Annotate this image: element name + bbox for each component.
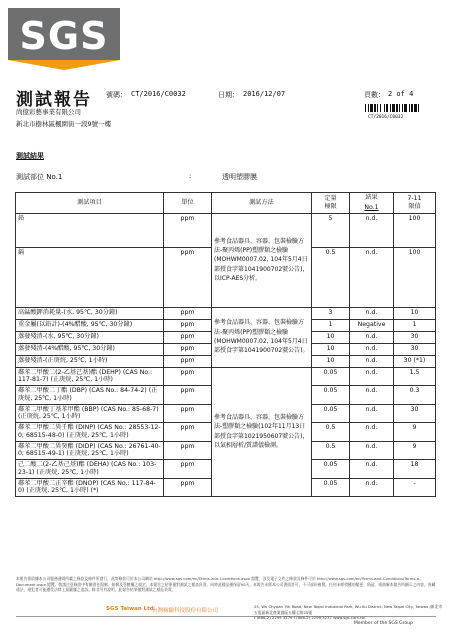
cell-limit: 10 bbox=[394, 307, 436, 319]
client-company: 尚億彩藝事業有限公司 bbox=[16, 108, 81, 116]
table-row bbox=[16, 213, 436, 247]
test-part-value: 透明塑膠膜 bbox=[222, 173, 257, 181]
barcode-bar bbox=[399, 104, 400, 112]
report-date: 2016/12/07 bbox=[243, 90, 286, 98]
header-result: 結果 bbox=[350, 193, 394, 203]
sgs-logo bbox=[8, 8, 120, 72]
cell-result: n.d. bbox=[350, 355, 394, 367]
header-result-no: No.1 bbox=[350, 203, 394, 213]
cell-item: 蒸發殘渣-(水, 95℃, 30分鐘) bbox=[16, 331, 164, 343]
footer-phone-line: t (886-2) 2299 3279 f (886-2) 2299 3237 www.sgs.com.tw bbox=[254, 615, 365, 621]
table-row bbox=[16, 367, 436, 386]
cell-result: n.d. bbox=[350, 343, 394, 355]
cell-limit: 30 bbox=[394, 331, 436, 343]
cell-unit: ppm bbox=[164, 367, 212, 386]
cell-mdl: 0.5 bbox=[312, 423, 350, 442]
header-method: 測試方法 bbox=[212, 193, 312, 214]
cell-item: 鄰苯二甲酸二異壬酯 (DINP) (CAS No.: 28553-12-0; 68515-48-0) (正庚烷, 25℃, 1小時) bbox=[16, 423, 164, 442]
footer-company-en: SGS Taiwan Ltd. bbox=[106, 606, 156, 612]
cell-limit: 100 bbox=[394, 247, 436, 307]
report-no-label: 號碼： bbox=[106, 91, 127, 99]
cell-unit: ppm bbox=[164, 319, 212, 331]
barcode-bar bbox=[390, 104, 391, 112]
cell-limit: 30 bbox=[394, 404, 436, 423]
report-no: CT/2016/C0032 bbox=[131, 90, 186, 98]
barcode-bar bbox=[418, 104, 419, 112]
cell-unit: ppm bbox=[164, 355, 212, 367]
cell-mdl: 0.5 bbox=[312, 247, 350, 307]
cell-unit: ppm bbox=[164, 331, 212, 343]
cell-result: n.d. bbox=[350, 423, 394, 442]
cell-result: n.d. bbox=[350, 460, 394, 479]
cell-limit: 18 bbox=[394, 460, 436, 479]
cell-item: 鉛 bbox=[16, 213, 164, 247]
test-part-colon: : bbox=[189, 172, 192, 180]
cell-result: n.d. bbox=[350, 367, 394, 386]
barcode-bar bbox=[411, 104, 413, 112]
client-address: 新北市樹林區楓園街一段9號一樓 bbox=[16, 120, 112, 128]
cell-item: 蒸發殘渣-(4%醋酸, 95℃, 30分鐘) bbox=[16, 343, 164, 355]
cell-unit: ppm bbox=[164, 441, 212, 460]
barcode-bar bbox=[396, 104, 398, 112]
cell-item: 鄰苯二甲酸二正辛酯 (DNOP) (CAS No.: 117-84-0) (正庚烷, 25℃, 1小時) (*) bbox=[16, 478, 164, 497]
cell-mdl: 10 bbox=[312, 331, 350, 343]
cell-item: 己二酸二(2-乙基己基)酯 (DEHA) (CAS No.: 103-23-1) (正庚烷, 25℃, 1小時) bbox=[16, 460, 164, 479]
cell-method: 參考食品器具、容器、包裝檢驗方法-聚丙烯(PP)塑膠類之檢驗(MOHWM0007.02, 104年5月4日部授食字第1041900702號公告)。 bbox=[212, 307, 312, 367]
header-item: 測試項目 bbox=[16, 193, 164, 214]
barcode-bar bbox=[368, 104, 369, 112]
cell-result: n.d. bbox=[350, 247, 394, 307]
cell-item: 鎘 bbox=[16, 247, 164, 307]
footer-address bbox=[254, 604, 444, 621]
cell-result: n.d. bbox=[350, 386, 394, 405]
page-label: 頁數： bbox=[364, 91, 385, 99]
cell-result: n.d. bbox=[350, 441, 394, 460]
cell-limit: 30 bbox=[394, 343, 436, 355]
cell-limit: 1 bbox=[394, 319, 436, 331]
cell-item: 鄰苯二甲酸丁基苯甲酯 (BBP) (CAS No.: 85-68-7) (正庚烷, 25℃, 1小時) bbox=[16, 404, 164, 423]
cell-result: Negative bbox=[350, 319, 394, 331]
cell-limit: 1.5 bbox=[394, 367, 436, 386]
cell-item: 鄰苯二甲酸二異癸酯 (DIDP) (CAS No.: 26761-40-0; 68515-49-1) (正庚烷, 25℃, 1小時) bbox=[16, 441, 164, 460]
cell-result: n.d. bbox=[350, 213, 394, 247]
report-title: 測試報告 bbox=[16, 90, 92, 110]
cell-unit: ppm bbox=[164, 307, 212, 319]
cell-limit: 9 bbox=[394, 423, 436, 442]
header-limit: 7-11 限值 bbox=[394, 193, 436, 214]
legal-disclaimer: 本報告係依據本公司服務通則所載之條款及條件所發行，此等條款可於本公司網站 http://www.sgs.com/en/Terms-and-Conditions.aspx 閱覽，涉及電子文件之條款及條件可於 http://www.sgs.com/en/Terms-and-Conditions/Terms-e-Document.aspx 閱覽。敬請注意條款中有關責任限制、賠償及管轄權之規定。本報告之結果僅對測試之樣品負責，同時此樣品僅保留90天。本報告未經本公司書面許可，不可部份複製。任何未經授權的變更、偽造、或曲解本報告所顯示之內容，皆屬違法，違犯者可能遭受法律上最嚴厲之追訴。除非另有說明，此報告結果僅對測試之樣品負責。 bbox=[16, 576, 436, 592]
cell-mdl: 5 bbox=[312, 213, 350, 247]
cell-mdl: 10 bbox=[312, 343, 350, 355]
footer-company-cn: 台灣檢驗科技股份有限公司 bbox=[152, 608, 219, 614]
cell-mdl: 0.05 bbox=[312, 367, 350, 386]
date-label: 日期： bbox=[218, 91, 239, 99]
barcode-bar bbox=[380, 104, 381, 112]
barcode-bar bbox=[404, 104, 407, 112]
cell-limit: 100 bbox=[394, 213, 436, 247]
barcode-bar bbox=[392, 104, 395, 112]
header-unit: 單位 bbox=[164, 193, 212, 214]
cell-unit: ppm bbox=[164, 213, 212, 247]
cell-result: n.d. bbox=[350, 331, 394, 343]
cell-limit: 0.3 bbox=[394, 386, 436, 405]
cell-mdl: 0.05 bbox=[312, 460, 350, 479]
barcode-bar bbox=[377, 104, 378, 112]
cell-result: n.d. bbox=[350, 307, 394, 319]
barcode-number: CT/2016/C0032 bbox=[368, 115, 404, 120]
cell-mdl: 10 bbox=[312, 355, 350, 367]
cell-item: 蒸發殘渣-(正庚烷, 25℃, 1小時) bbox=[16, 355, 164, 367]
logo-text: SGS bbox=[19, 14, 109, 58]
cell-mdl: 1 bbox=[312, 319, 350, 331]
cell-mdl: 3 bbox=[312, 307, 350, 319]
cell-item: 鄰苯二甲酸二(2-乙基己基)酯 (DEHP) (CAS No.: 117-81-7) (正庚烷, 25℃, 1小時) bbox=[16, 367, 164, 386]
member-of-group: Member of the SGS Group bbox=[354, 621, 413, 626]
table-row bbox=[16, 307, 436, 319]
barcode-bar bbox=[409, 104, 410, 112]
cell-limit: 9 bbox=[394, 441, 436, 460]
cell-unit: ppm bbox=[164, 423, 212, 442]
cell-mdl: 0.05 bbox=[312, 478, 350, 497]
cell-unit: ppm bbox=[164, 386, 212, 405]
test-part-label: 測試部位 No.1 bbox=[16, 173, 63, 181]
cell-method: 參考食品器具、容器、包裝檢驗方法-聚丙烯(PP)塑膠類之檢驗(MOHWM0007.02, 104年5月4日部授食字第1041900702號公告)，以ICP-AES分析。 bbox=[212, 213, 312, 307]
barcode-icon bbox=[365, 104, 437, 112]
cell-mdl: 0.05 bbox=[312, 404, 350, 423]
page-number: 2 of 4 bbox=[388, 90, 414, 98]
barcode-bar bbox=[365, 104, 366, 112]
header-mdl: 定量 極限 bbox=[312, 193, 350, 214]
cell-mdl: 0.05 bbox=[312, 386, 350, 405]
cell-result: n.d. bbox=[350, 478, 394, 497]
cell-method: 參考食品器具、容器、包裝檢驗方法-塑膠類之檢驗(102年11月13日部授食字第1021950607號公告)，以氣相層析/質譜儀檢測。 bbox=[212, 367, 312, 497]
cell-unit: ppm bbox=[164, 404, 212, 423]
cell-item: 重金屬(以鉛計)-(4%醋酸, 95℃, 30分鐘) bbox=[16, 319, 164, 331]
cell-mdl: 0.5 bbox=[312, 441, 350, 460]
cell-unit: ppm bbox=[164, 460, 212, 479]
barcode-bar bbox=[374, 104, 376, 112]
cell-limit: - bbox=[394, 478, 436, 497]
cell-limit: 30 (*1) bbox=[394, 355, 436, 367]
barcode-bar bbox=[414, 104, 417, 112]
logo-orange-bar bbox=[8, 60, 120, 70]
barcode-bar bbox=[386, 104, 388, 112]
cell-item: 高錳酸鉀消耗量-(水, 95℃, 30分鐘) bbox=[16, 307, 164, 319]
footer-address-line: 25, Wu Chyuan 7th Road, New Taipei Industrial Park, Wu Ku District, New Taipei City, Taiwan /新北市五股區新北產業園區五權七路25號 bbox=[254, 604, 443, 615]
cell-unit: ppm bbox=[164, 247, 212, 307]
results-table bbox=[15, 192, 436, 497]
barcode-bar bbox=[384, 104, 385, 112]
barcode-bar bbox=[402, 104, 403, 112]
cell-item: 鄰苯二甲酸二丁酯 (DBP) (CAS No.: 84-74-2) (正庚烷, 25℃, 1小時) bbox=[16, 386, 164, 405]
section-title: 測試結果 bbox=[16, 152, 44, 160]
cell-unit: ppm bbox=[164, 478, 212, 497]
cell-result: n.d. bbox=[350, 404, 394, 423]
cell-unit: ppm bbox=[164, 343, 212, 355]
barcode-bar bbox=[370, 104, 373, 112]
